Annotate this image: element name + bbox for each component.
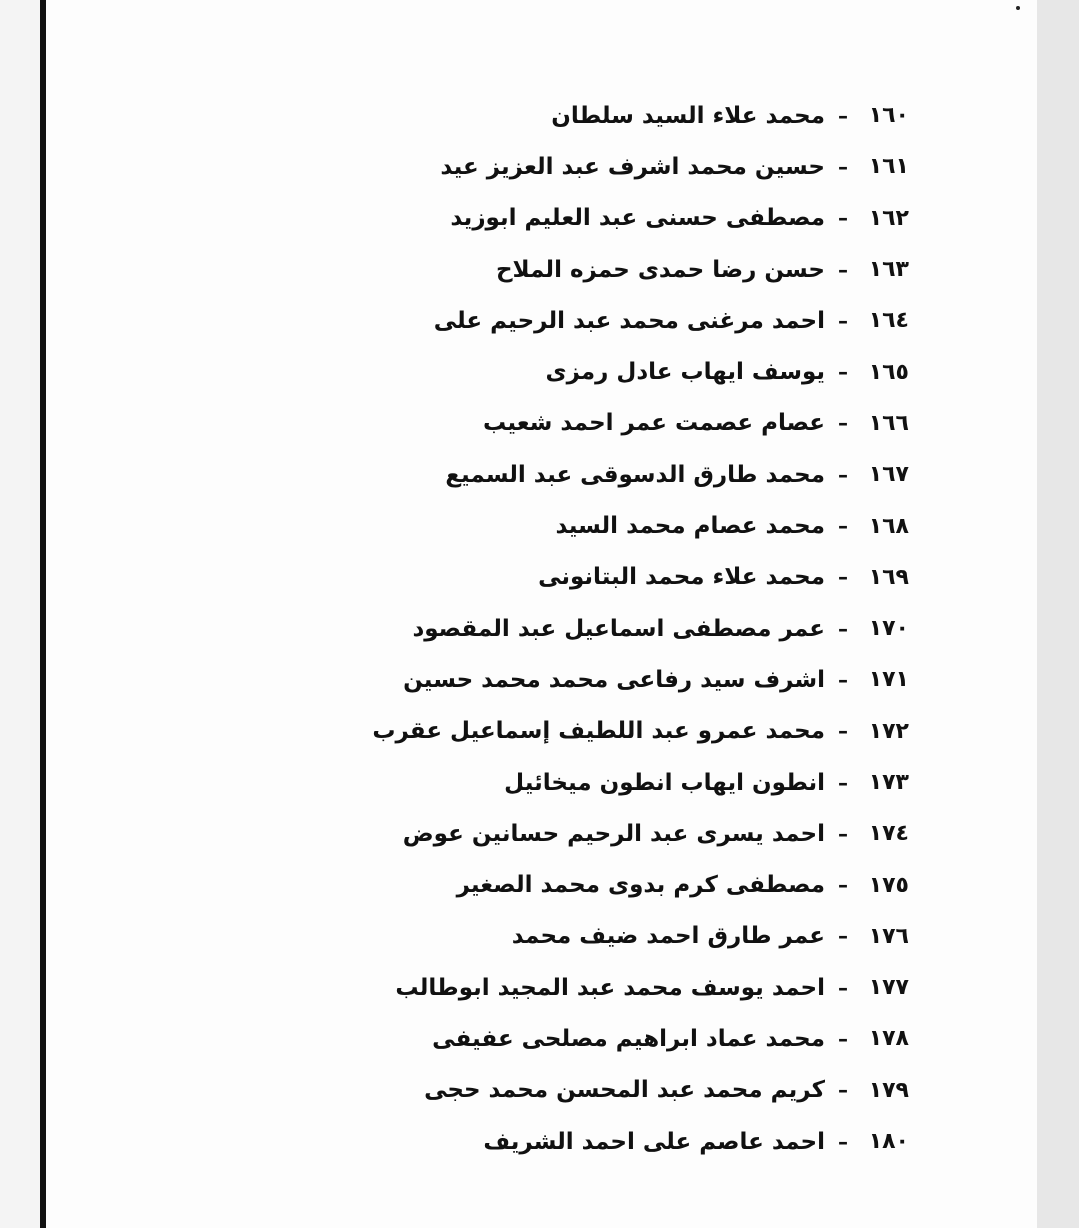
entry-separator: – xyxy=(838,975,848,1000)
entry-number: ١٦٧ xyxy=(868,462,909,488)
entry-separator: – xyxy=(838,206,848,231)
entry-separator: – xyxy=(838,770,848,795)
entry-name: اشرف سيد رفاعى محمد محمد حسين xyxy=(403,666,825,693)
left-margin xyxy=(0,0,42,1228)
list-item xyxy=(349,757,909,808)
entry-number: ١٦١ xyxy=(868,154,909,180)
list-item xyxy=(349,500,909,551)
entry-number: ١٧٧ xyxy=(868,975,909,1001)
entry-separator: – xyxy=(838,1026,848,1051)
entry-name: حسين محمد اشرف عبد العزيز عيد xyxy=(440,153,825,180)
list-item xyxy=(349,808,909,859)
entry-name: محمد طارق الدسوقى عبد السميع xyxy=(445,461,825,488)
entry-number: ١٧٤ xyxy=(868,821,909,847)
entry-separator: – xyxy=(838,154,848,179)
entry-separator: – xyxy=(838,719,848,744)
entry-name: انطون ايهاب انطون ميخائيل xyxy=(504,769,825,796)
entry-name: عمر مصطفى اسماعيل عبد المقصود xyxy=(412,615,825,642)
entry-number: ١٦٥ xyxy=(868,359,909,385)
entry-name: يوسف ايهاب عادل رمزى xyxy=(545,359,825,386)
entry-name: حسن رضا حمدى حمزه الملاح xyxy=(495,256,825,283)
entry-name: احمد يوسف محمد عبد المجيد ابوطالب xyxy=(395,974,825,1001)
list-item xyxy=(349,603,909,654)
entry-number: ١٨٠ xyxy=(868,1129,909,1155)
entry-separator: – xyxy=(838,1078,848,1103)
entry-number: ١٧٥ xyxy=(868,872,909,898)
list-item xyxy=(349,346,909,397)
entry-number: ١٧١ xyxy=(868,667,909,693)
entry-name: محمد عماد ابراهيم مصلحى عفيفى xyxy=(432,1025,825,1052)
list-item xyxy=(349,244,909,295)
entry-name: محمد علاء السيد سلطان xyxy=(551,102,825,129)
names-list xyxy=(349,90,909,1167)
list-item xyxy=(349,1013,909,1064)
entry-separator: – xyxy=(838,411,848,436)
list-item xyxy=(349,449,909,500)
entry-number: ١٧٢ xyxy=(868,718,909,744)
entry-number: ١٦٣ xyxy=(868,257,909,283)
right-margin xyxy=(1037,0,1079,1228)
list-item xyxy=(349,962,909,1013)
entry-name: عصام عصمت عمر احمد شعيب xyxy=(483,410,825,437)
entry-name: كريم محمد عبد المحسن محمد حجى xyxy=(424,1077,825,1104)
list-item xyxy=(349,859,909,910)
scan-speck xyxy=(1016,6,1020,10)
list-item xyxy=(349,1116,909,1167)
entry-separator: – xyxy=(838,360,848,385)
entry-name: احمد مرغنى محمد عبد الرحيم على xyxy=(433,307,825,334)
list-item xyxy=(349,398,909,449)
entry-number: ١٦٤ xyxy=(868,308,909,334)
entry-number: ١٦٦ xyxy=(868,410,909,436)
list-item xyxy=(349,654,909,705)
entry-separator: – xyxy=(838,667,848,692)
list-item xyxy=(349,193,909,244)
entry-number: ١٧٠ xyxy=(868,616,909,642)
entry-number: ١٦٢ xyxy=(868,205,909,231)
entry-name: محمد عصام محمد السيد xyxy=(555,513,825,540)
list-item xyxy=(349,90,909,141)
entry-number: ١٧٣ xyxy=(868,770,909,795)
entry-name: مصطفى كرم بدوى محمد الصغير xyxy=(456,872,825,899)
entry-separator: – xyxy=(838,1129,848,1154)
entry-separator: – xyxy=(838,821,848,846)
list-item xyxy=(349,1065,909,1116)
list-item xyxy=(349,141,909,192)
list-item xyxy=(349,552,909,603)
entry-separator: – xyxy=(838,924,848,949)
entry-number: ١٦٠ xyxy=(868,103,909,129)
entry-name: محمد عمرو عبد اللطيف إسماعيل عقرب xyxy=(372,718,825,745)
entry-name: احمد يسرى عبد الرحيم حسانين عوض xyxy=(402,820,825,847)
entry-name: عمر طارق احمد ضيف محمد xyxy=(511,923,825,950)
entry-number: ١٦٩ xyxy=(868,564,909,590)
entry-separator: – xyxy=(838,103,848,128)
entry-name: مصطفى حسنى عبد العليم ابوزيد xyxy=(450,205,825,232)
entry-number: ١٦٨ xyxy=(868,513,909,539)
entry-name: احمد عاصم على احمد الشريف xyxy=(483,1128,825,1155)
entry-separator: – xyxy=(838,565,848,590)
list-item xyxy=(349,911,909,962)
entry-name: محمد علاء محمد البتانونى xyxy=(538,564,825,591)
entry-separator: – xyxy=(838,616,848,641)
entry-separator: – xyxy=(838,462,848,487)
list-item xyxy=(349,295,909,346)
entry-separator: – xyxy=(838,514,848,539)
entry-separator: – xyxy=(838,257,848,282)
entry-number: ١٧٦ xyxy=(868,923,909,949)
entry-separator: – xyxy=(838,873,848,898)
entry-number: ١٧٨ xyxy=(868,1026,909,1052)
list-item xyxy=(349,706,909,757)
entry-separator: – xyxy=(838,308,848,333)
entry-number: ١٧٩ xyxy=(868,1077,909,1103)
